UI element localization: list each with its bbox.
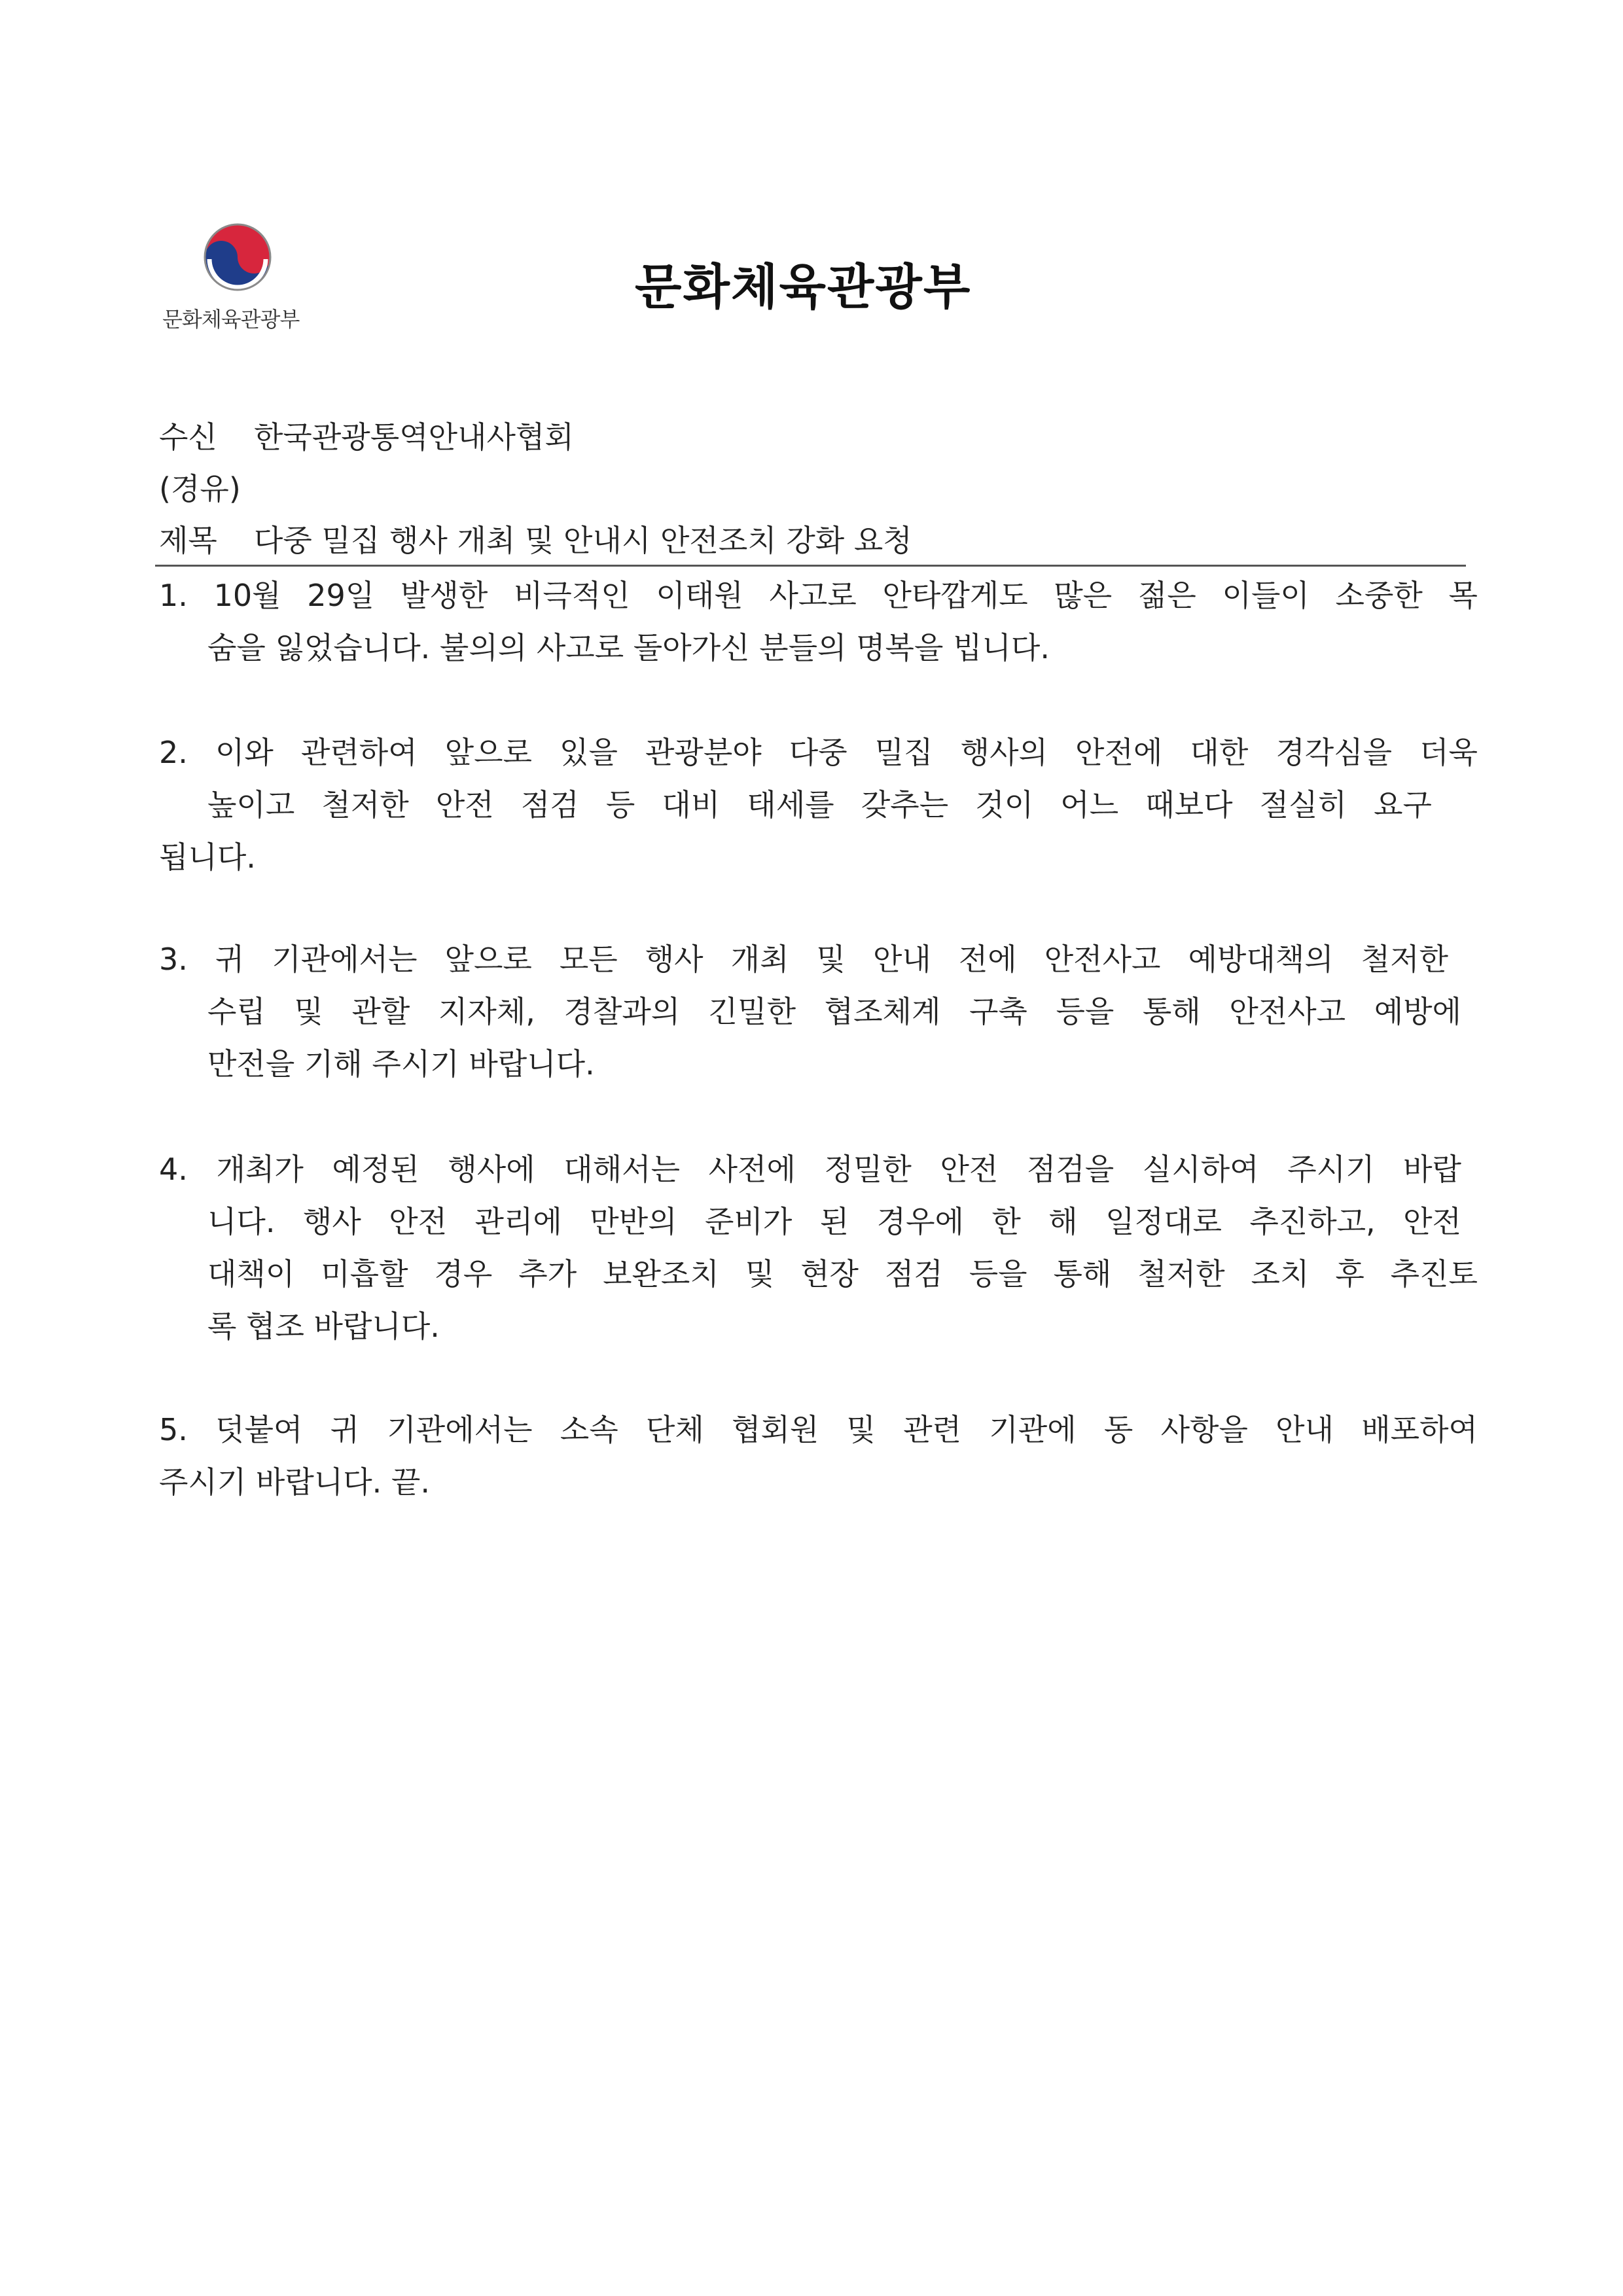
subject-row — [159, 517, 912, 560]
paragraph-5 — [159, 1404, 1478, 1508]
subject-value: 다중 밀집 행사 개최 및 안내시 안전조치 강화 요청 — [254, 523, 912, 558]
subject-label: 제목 — [159, 523, 217, 558]
paragraph-line: 주시기 바랍니다. 끝. — [159, 1464, 430, 1500]
paragraph-1 — [159, 569, 1478, 674]
paragraph-2 — [159, 726, 1478, 883]
paragraph-line: 만전을 기해 주시기 바랍니다. — [207, 1046, 595, 1082]
paragraph-line: 1. 10월 29일 발생한 비극적인 이태원 사고로 안타깝게도 많은 젊은 이들이 소중한 목 — [159, 578, 1478, 613]
ministry-logo — [162, 221, 313, 336]
logo-caption: 문화체육관광부 — [162, 307, 300, 332]
page-title: 문화체육관광부 — [635, 259, 972, 315]
paragraph-line: 됩니다. — [159, 839, 256, 875]
taegeuk-emblem-icon — [202, 221, 274, 293]
via-label: (경유) — [159, 471, 241, 506]
paragraph-line: 록 협조 바랍니다. — [207, 1309, 440, 1344]
paragraph-line: 3. 귀 기관에서는 앞으로 모든 행사 개최 및 안내 전에 안전사고 예방대책의 철저한 — [159, 942, 1448, 977]
via-row — [159, 465, 241, 508]
paragraph-line: 니다. 행사 안전 관리에 만반의 준비가 된 경우에 한 해 일정대로 추진하고, 안전 — [207, 1204, 1461, 1239]
paragraph-line: 수립 및 관할 지자체, 경찰과의 긴밀한 협조체계 구축 등을 통해 안전사고 예방에 — [207, 994, 1461, 1029]
paragraph-line: 5. 덧붙여 귀 기관에서는 소속 단체 협회원 및 관련 기관에 동 사항을 안내 배포하여 — [159, 1412, 1478, 1447]
recipient-row — [159, 414, 574, 457]
paragraph-4 — [159, 1143, 1478, 1352]
recipient-label: 수신 — [159, 419, 217, 455]
paragraph-line: 대책이 미흡할 경우 추가 보완조치 및 현장 점검 등을 통해 철저한 조치 후 추진토 — [207, 1256, 1478, 1292]
paragraph-line: 2. 이와 관련하여 앞으로 있을 관광분야 다중 밀집 행사의 안전에 대한 경각심을 더욱 — [159, 735, 1478, 770]
paragraph-line: 4. 개최가 예정된 행사에 대해서는 사전에 정밀한 안전 점검을 실시하여 주시기 바랍 — [159, 1152, 1461, 1187]
header-divider — [155, 565, 1466, 567]
paragraph-line: 높이고 철저한 안전 점검 등 대비 태세를 갖추는 것이 어느 때보다 절실히 요구 — [207, 787, 1432, 822]
paragraph-line: 숨을 잃었습니다. 불의의 사고로 돌아가신 분들의 명복을 빕니다. — [207, 630, 1050, 665]
recipient-value: 한국관광통역안내사협회 — [254, 419, 574, 455]
paragraph-3 — [159, 933, 1478, 1090]
